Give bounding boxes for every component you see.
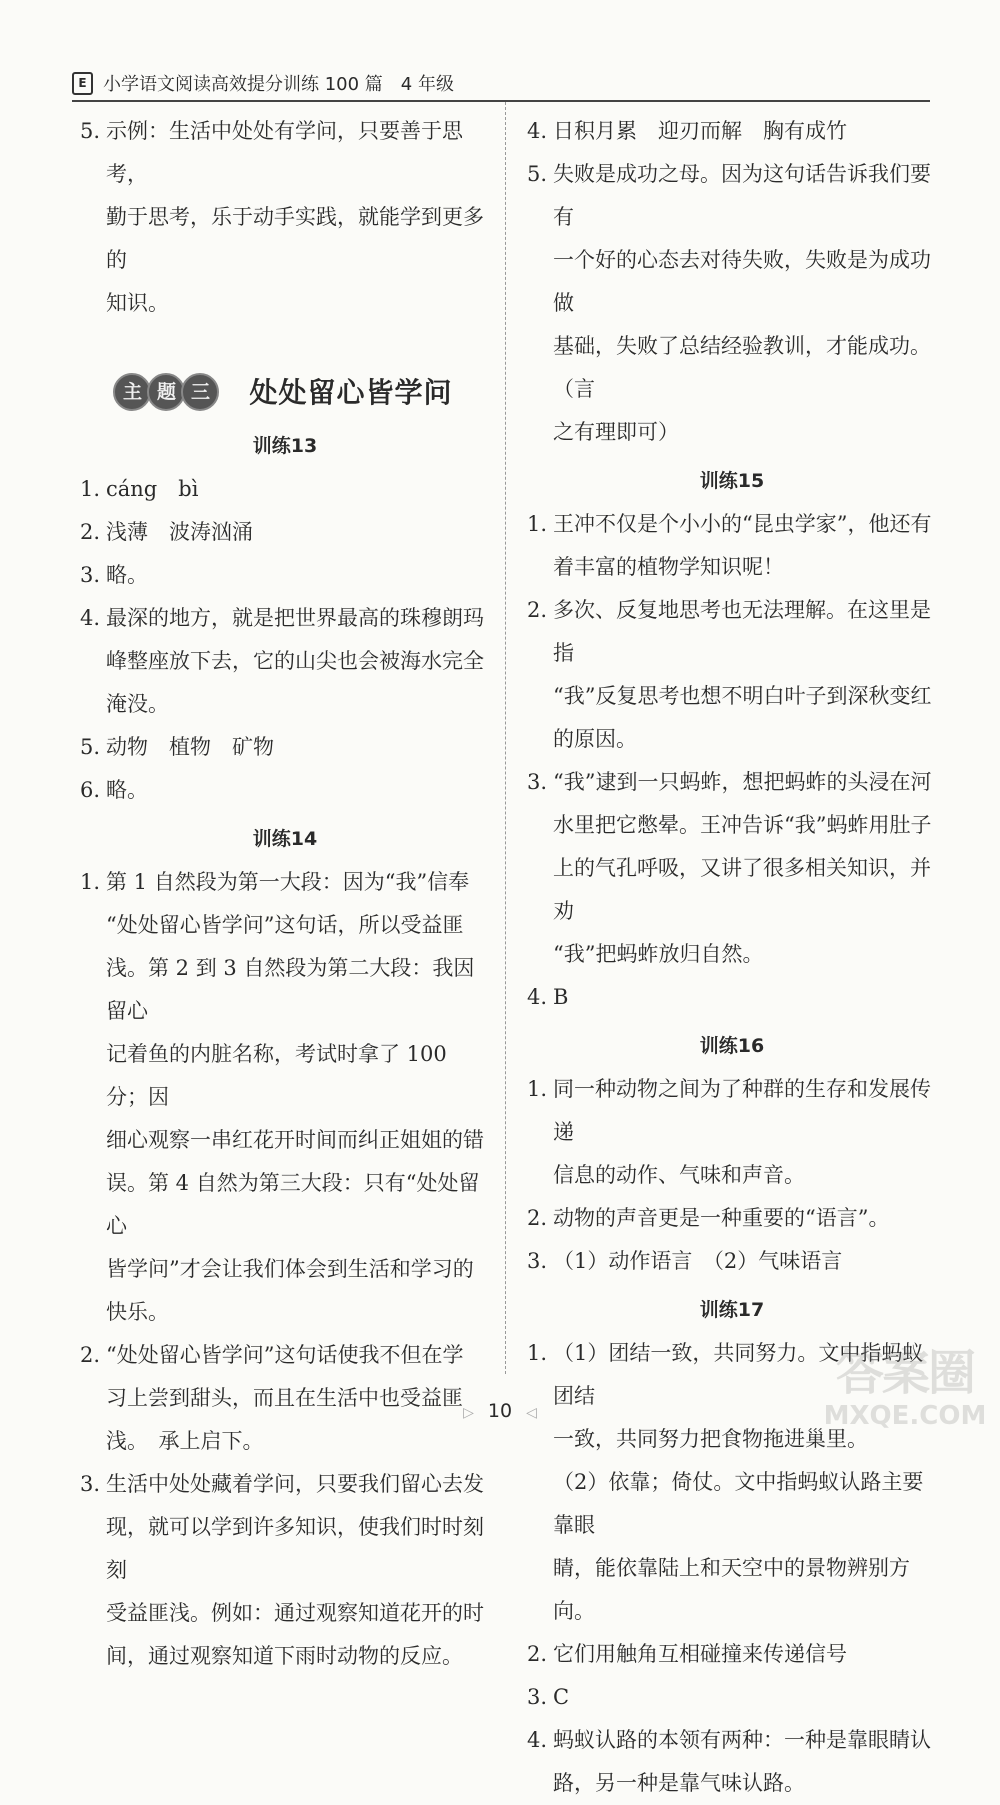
answer-line: 一个好的心态去对待失败，失败是为成功做 (553, 248, 931, 315)
answer-line: 路，另一种是靠气味认路。 (553, 1771, 805, 1795)
answer-item (527, 589, 937, 761)
answer-line: 日积月累 迎刃而解 胸有成竹 (553, 119, 847, 143)
answer-line: 蚂蚁认路的本领有两种：一种是靠眼睛认 (553, 1728, 931, 1752)
answer-line: 皆学问”才会让我们体会到生活和学习的 (106, 1257, 474, 1281)
theme-badge: 三 (181, 373, 219, 411)
answer-line: “我”把蚂蚱放归自然。 (553, 942, 764, 966)
section-heading: 训练14 (252, 828, 318, 850)
answer-line: “处处留心皆学问”这句话，所以受益匪 (106, 913, 464, 937)
answer-item (527, 1240, 937, 1283)
answer-item (527, 153, 937, 454)
answer-line: 第 1 自然段为第一大段：因为“我”信奉 (106, 870, 470, 894)
left-column (80, 110, 490, 1678)
answer-item (80, 861, 490, 1334)
item-number: 3. (527, 1685, 548, 1709)
arrow-right-icon: ▷ (463, 1405, 474, 1421)
page-number: 10 (487, 1400, 513, 1422)
answer-line: 动物 植物 矿物 (106, 735, 274, 759)
item-number: 4. (80, 606, 101, 630)
answer-line: 受益匪浅。例如：通过观察知道花开的时 (106, 1601, 484, 1625)
item-number: 2. (527, 1642, 548, 1666)
answer-line: 细心观察一串红花开时间而纠正姐姐的错 (106, 1128, 484, 1152)
theme-badge: 题 (147, 373, 185, 411)
item-number: 5. (80, 735, 101, 759)
item-number: 5. (80, 119, 101, 143)
item-number: 1. (527, 1341, 548, 1365)
item-number: 4. (527, 1728, 548, 1752)
answer-item (527, 761, 937, 976)
section-heading: 训练15 (699, 470, 765, 492)
item-number: 3. (527, 770, 548, 794)
answer-line: 示例：生活中处处有学问，只要善于思考， (106, 119, 463, 186)
theme-badge: 主 (113, 373, 151, 411)
answer-line: 上的气孔呼吸，又讲了很多相关知识，并劝 (553, 856, 931, 923)
item-number: 1. (80, 870, 101, 894)
answer-line: 习上尝到甜头，而且在生活中也受益匪 (106, 1386, 463, 1410)
arrow-left-icon: ◁ (526, 1405, 537, 1421)
running-header (72, 70, 930, 102)
item-number: 3. (80, 563, 101, 587)
answer-line: 快乐。 (106, 1300, 169, 1324)
answer-line: 动物的声音更是一种重要的“语言”。 (553, 1206, 890, 1230)
answer-line: 它们用触角互相碰撞来传递信号 (553, 1642, 847, 1666)
section-heading: 训练17 (699, 1299, 765, 1321)
answer-line: 浅。 承上启下。 (106, 1429, 264, 1453)
answer-line: 多次、反复地思考也无法理解。在这里是指 (553, 598, 931, 665)
answer-item (80, 769, 490, 812)
answer-line: 误。第 4 自然为第三大段：只有“处处留心 (106, 1171, 480, 1238)
answer-item (527, 1068, 937, 1197)
answer-line: 着丰富的植物学知识呢！ (553, 555, 784, 579)
answer-line: （2）依靠；倚仗。文中指蚂蚁认路主要靠眼 (553, 1470, 924, 1537)
answer-item (527, 1197, 937, 1240)
answer-line: C (553, 1685, 570, 1709)
book-title: 小学语文阅读高效提分训练 100 篇 4 年级 (103, 74, 454, 95)
answer-line: 之有理即可） (553, 420, 679, 444)
answer-line: 记着鱼的内脏名称，考试时拿了 100 分；因 (106, 1042, 447, 1109)
item-number: 1. (80, 477, 101, 501)
answer-line: 失败是成功之母。因为这句话告诉我们要有 (553, 162, 931, 229)
answer-line: 知识。 (106, 291, 169, 315)
answer-line: “处处留心皆学问”这句话使我不但在学 (106, 1343, 464, 1367)
answer-line: “我”逮到一只蚂蚱，想把蚂蚱的头浸在河 (553, 770, 932, 794)
answer-line: 淹没。 (106, 692, 169, 716)
item-number: 2. (80, 1343, 101, 1367)
answer-line: （1）动作语言 （2）气味语言 (553, 1249, 843, 1273)
item-number: 4. (527, 119, 548, 143)
answer-line: 基础，失败了总结经验教训，才能成功。（言 (553, 334, 931, 401)
right-column (527, 110, 937, 1805)
answer-line: 现，就可以学到许多知识，使我们时时刻刻 (106, 1515, 484, 1582)
answer-line: 同一种动物之间为了种群的生存和发展传递 (553, 1077, 931, 1144)
item-number: 2. (527, 1206, 548, 1230)
answer-line: 间，通过观察知道下雨时动物的反应。 (106, 1644, 463, 1668)
answer-line: 浅薄 波涛汹涌 (106, 520, 253, 544)
watermark-text: 答案圈 (835, 1345, 974, 1401)
answer-subitem (527, 1461, 937, 1633)
answer-item (527, 976, 937, 1019)
answer-line: 一致，共同努力把食物拖进巢里。 (553, 1427, 868, 1451)
answer-line: 峰整座放下去，它的山尖也会被海水完全 (106, 649, 484, 673)
answer-line: 睛，能依靠陆上和天空中的景物辨别方向。 (553, 1556, 910, 1623)
answer-line: 勤于思考，乐于动手实践，就能学到更多的 (106, 205, 484, 272)
answer-item (80, 468, 490, 511)
answer-item (80, 511, 490, 554)
answer-item (527, 1719, 937, 1805)
theme-heading (80, 365, 490, 419)
answer-line: 略。 (106, 563, 148, 587)
answer-line: cáng bì (106, 477, 199, 501)
item-number: 2. (527, 598, 548, 622)
answer-line: 王冲不仅是个小小的“昆虫学家”，他还有 (553, 512, 932, 536)
item-number: 1. (527, 1077, 548, 1101)
answer-line: 水里把它憋晕。王冲告诉“我”蚂蚱用肚子 (553, 813, 932, 837)
book-logo-icon: E (72, 72, 93, 95)
answer-item (527, 503, 937, 589)
answer-line: 的原因。 (553, 727, 637, 751)
theme-badge-group (117, 373, 219, 411)
section-heading: 训练16 (699, 1035, 765, 1057)
answer-item (80, 726, 490, 769)
item-number: 6. (80, 778, 101, 802)
answer-item (80, 554, 490, 597)
item-number: 3. (527, 1249, 548, 1273)
answer-line: 信息的动作、气味和声音。 (553, 1163, 805, 1187)
section-heading: 训练13 (252, 435, 318, 457)
answer-line: 生活中处处藏着学问，只要我们留心去发 (106, 1472, 484, 1496)
answer-item (527, 1633, 937, 1676)
answer-line: 最深的地方，就是把世界最高的珠穆朗玛 (106, 606, 484, 630)
answer-item (80, 1463, 490, 1678)
answer-line: “我”反复思考也想不明白叶子到深秋变红 (553, 684, 932, 708)
answer-line: 略。 (106, 778, 148, 802)
item-number: 1. (527, 512, 548, 536)
item-number: 2. (80, 520, 101, 544)
answer-line: B (553, 985, 569, 1009)
watermark-url: MXQE.COM (823, 1401, 987, 1431)
column-divider (505, 102, 506, 1374)
answer-line: 浅。第 2 到 3 自然段为第二大段：我因留心 (106, 956, 475, 1023)
answer-item (527, 1676, 937, 1719)
answer-item (80, 110, 490, 325)
answer-item (80, 597, 490, 726)
theme-title: 处处留心皆学问 (249, 375, 453, 409)
item-number: 5. (527, 162, 548, 186)
item-number: 4. (527, 985, 548, 1009)
site-watermark (820, 1345, 990, 1437)
answer-item (527, 110, 937, 153)
item-number: 3. (80, 1472, 101, 1496)
answer-line: （1）团结一致，共同努力。文中指蚂蚁团结 (553, 1341, 924, 1408)
answer-item (80, 1334, 490, 1463)
